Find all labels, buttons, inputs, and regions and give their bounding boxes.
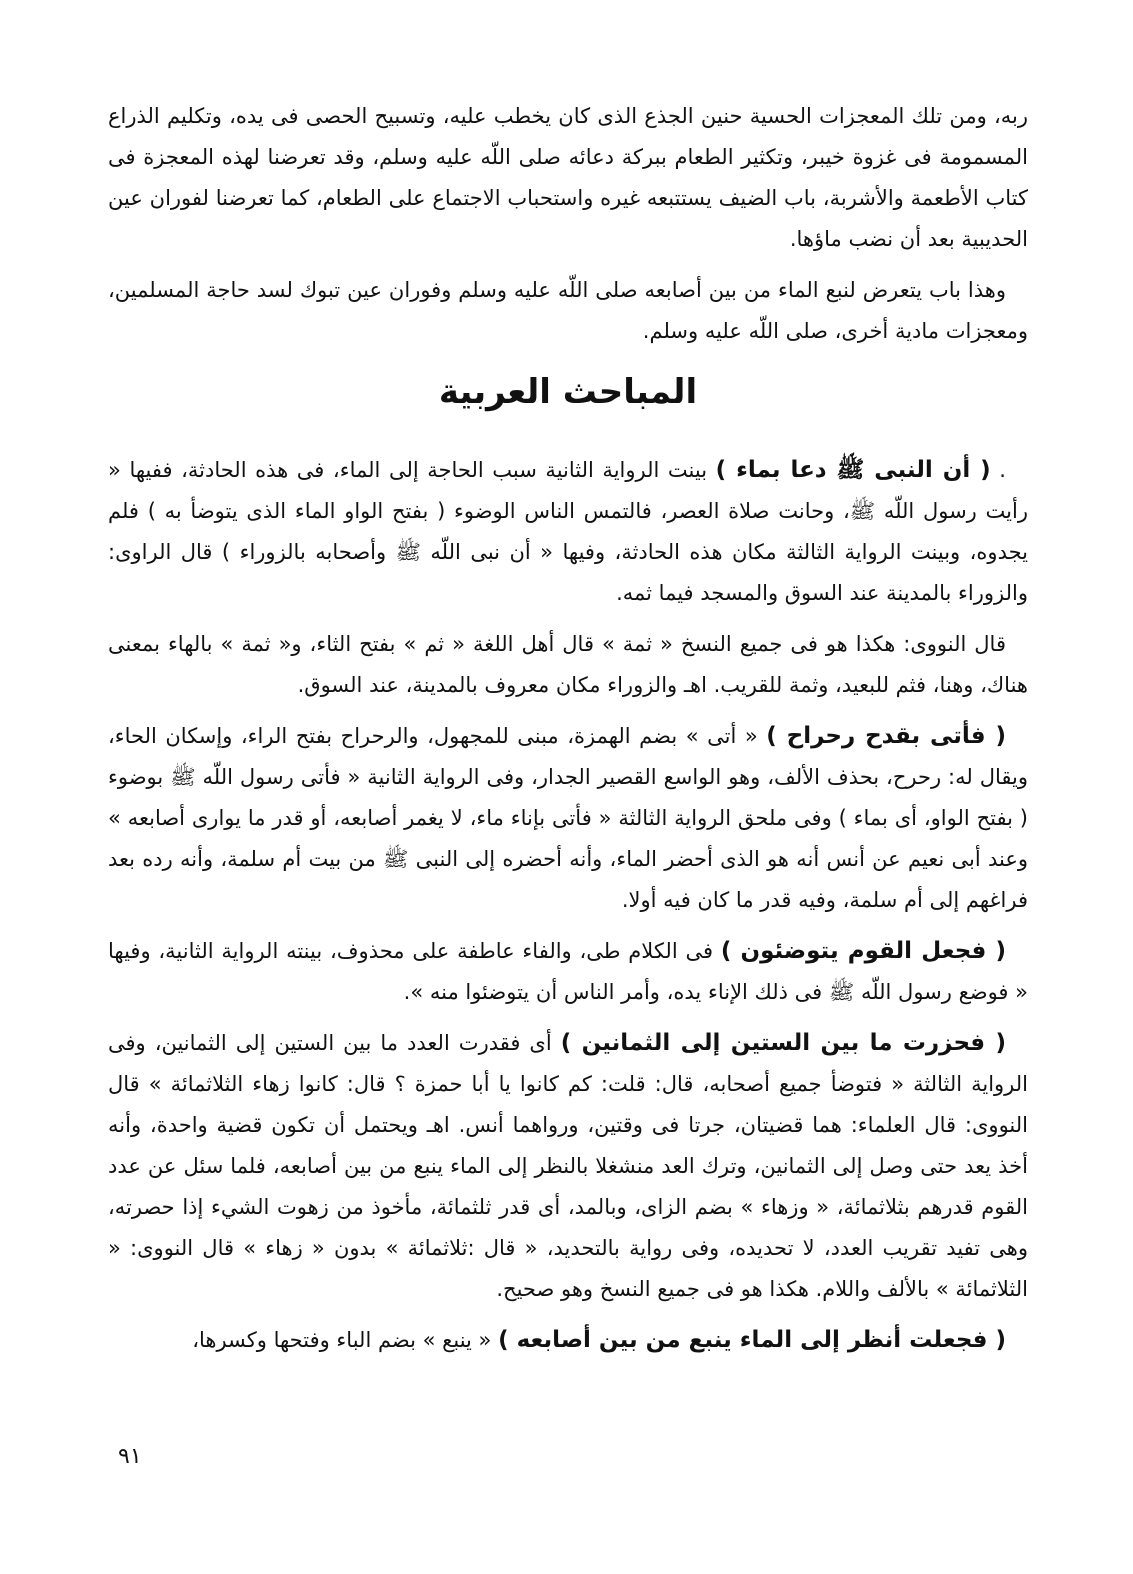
entry-paragraph-6	[108, 1320, 1028, 1361]
intro-paragraph-1: ربه، ومن تلك المعجزات الحسية حنين الجذع الذى كان يخطب عليه، وتسبيح الحصى فى يده، وتكليم الذراع المسمومة فى غزوة خيبر، وتكثير الطعام ببركة دعائه صلى اللّه عليه وسلم، وقد تعرضنا لهذه المعجزة فى كتاب الأطعمة والأشربة، باب الضيف يستتبعه غيره واستحباب الاجتماع على الطعام، كما تعرضنا لفوران عين الحديبية بعد أن نضب ماؤها.	[108, 104, 1028, 251]
entry-paragraph-2	[108, 624, 1028, 706]
entry-keyword: ( فأتى بقدح رحراح )	[766, 723, 1006, 749]
entry-keyword: ( أن النبى ﷺ دعا بماء )	[715, 457, 991, 483]
entry-paragraph-1	[108, 450, 1028, 614]
entry-lead-mark: .	[999, 458, 1006, 482]
section-heading: المباحث العربية	[438, 372, 698, 412]
entry-paragraph-3	[108, 716, 1028, 921]
page-content	[108, 96, 1028, 1371]
entry-text: « ينبع » بضم الباء وفتحها وكسرها،	[192, 1328, 492, 1352]
entry-text: بينت الرواية الثانية سبب الحاجة إلى الماء، فى هذه الحادثة، ففيها « رأيت رسول اللّه ﷺ، وحانت صلاة العصر، فالتمس الناس الوضوء ( بفتح الواو الماء الذى يتوضأ به ) فلم يجدوه، وبينت الرواية الثالثة مكان هذه الحادثة، وفيها « أن نبى اللّه ﷺ وأصحابه بالزوراء ) قال الراوى: والزوراء بالمدينة عند السوق والمسجد فيما ثمه.	[108, 458, 1028, 605]
entry-paragraph-5	[108, 1023, 1028, 1310]
entry-keyword: ( فجعلت أنظر إلى الماء ينبع من بين أصابعه )	[498, 1327, 1006, 1353]
entry-text: قال النووى: هكذا هو فى جميع النسخ « ثمة » قال أهل اللغة « ثم » بفتح الثاء، و« ثمة » بالهاء بمعنى هناك، وهنا، فثم للبعيد، وثمة للقريب. اهـ والزوراء مكان معروف بالمدينة، عند السوق.	[108, 632, 1028, 697]
entry-text: أى فقدرت العدد ما بين الستين إلى الثمانين، وفى الرواية الثالثة « فتوضأ جميع أصحابه، قال: قلت: كم كانوا يا أبا حمزة ؟ قال: كانوا زهاء الثلاثمائة » قال النووى: قال العلماء: هما قضيتان، جرتا فى وقتين، ورواهما أنس. اهـ ويحتمل أن تكون قضية واحدة، وأنه أخذ يعد حتى وصل إلى الثمانين، وترك العد منشغلا بالنظر إلى الماء ينبع من بين أصابعه، فلما سئل عن عدد القوم قدرهم بثلاثمائة، « وزهاء » بضم الزاى، وبالمد، أى قدر ثلثمائة، مأخوذ من زهوت الشيء إذا حصرته، وهى تفيد تقريب العدد، لا تحديده، وفى رواية بالتحديد، « قال :ثلاثمائة » بدون « زهاء » قال النووى: « الثلاثمائة » بالألف واللام. هكذا هو فى جميع النسخ وهو صحيح.	[108, 1031, 1028, 1301]
entry-keyword: ( فجعل القوم يتوضئون )	[720, 938, 1006, 964]
entry-text: « أتى » بضم الهمزة، مبنى للمجهول، والرحراح بفتح الراء، وإسكان الحاء، ويقال له: رحرح، بحذف الألف، وهو الواسع القصير الجدار، وفى الرواية الثانية « فأتى رسول اللّه ﷺ بوضوء ( بفتح الواو، أى بماء ) وفى ملحق الرواية الثالثة « فأتى بإناء ماء، لا يغمر أصابعه، أو قدر ما يوارى أصابعه » وعند أبى نعيم عن أنس أنه هو الذى أحضر الماء، وأنه أحضره إلى النبى ﷺ من بيت أم سلمة، وأنه رده بعد فراغهم إلى أم سلمة، وفيه قدر ما كان فيه أولا.	[108, 724, 1028, 912]
page-number: ٩١	[118, 1444, 142, 1469]
intro-paragraph-2: وهذا باب يتعرض لنبع الماء من بين أصابعه صلى اللّه عليه وسلم وفوران عين تبوك لسد حاجة المسلمين، ومعجزات مادية أخرى، صلى اللّه عليه وسلم.	[108, 278, 1028, 343]
entry-text: فى الكلام طى، والفاء عاطفة على محذوف، بينته الرواية الثانية، وفيها « فوضع رسول اللّه ﷺ فى ذلك الإناء يده، وأمر الناس أن يتوضئوا منه ».	[108, 939, 1028, 1004]
entry-keyword: ( فحزرت ما بين الستين إلى الثمانين )	[560, 1030, 1006, 1056]
entry-paragraph-4	[108, 931, 1028, 1013]
